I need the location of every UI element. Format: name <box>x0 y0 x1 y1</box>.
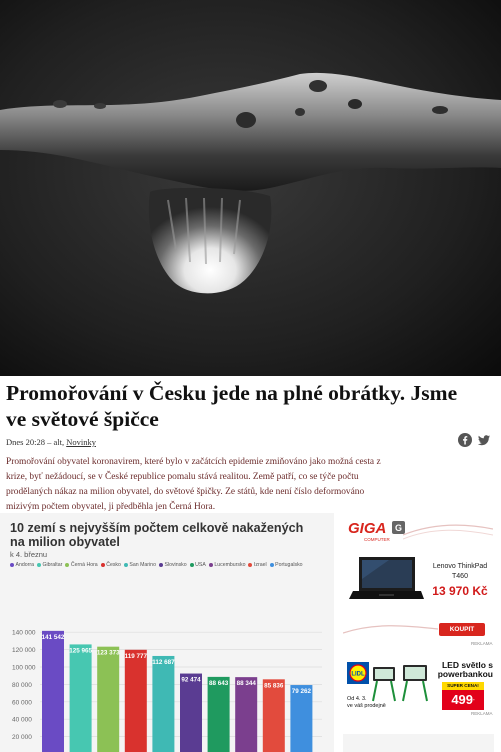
article-source-link[interactable]: Novinky <box>66 437 96 447</box>
product-price: 13 970 Kč <box>432 584 488 598</box>
giga-logo <box>346 518 408 544</box>
legend-item <box>159 562 187 568</box>
article-perex: Promořování obyvatel koronavirem, které bylo v začátcích epidemie zmiňováno jako možná cesta z krize, byť nežádoucí, se v České republice pomalu stává realitou. Země patří, co se týče počtu prodělaných nákaz na milion obyvatel, do světové špičky. Ze států, kde není číslo deformováno mizivým počtem obyvatel, ji předběhla jen Černá Hora. <box>6 457 381 512</box>
bar-izrael[interactable] <box>263 679 285 752</box>
legend-dot <box>209 563 213 567</box>
legend-item <box>101 562 121 568</box>
bar-usa[interactable] <box>208 677 230 752</box>
article-meta <box>6 437 96 447</box>
legend-item <box>270 562 303 568</box>
y-tick-label: 120 000 <box>12 647 36 655</box>
legend-dot <box>37 563 41 567</box>
lidl-price <box>442 690 484 710</box>
lidl-brand-text: LIDL <box>351 671 365 678</box>
decorative-swoosh <box>403 519 493 541</box>
legend-label: Česko <box>106 562 121 568</box>
legend-label: Andorra <box>15 562 34 568</box>
giga-sub-text: COMPUTER <box>364 537 390 542</box>
giga-ad[interactable] <box>343 513 494 648</box>
bar-gibraltar[interactable] <box>70 644 92 752</box>
led-title: LED světlo s powerbankou <box>437 660 493 679</box>
bar-value-label: 125 965 <box>69 647 92 655</box>
bar-česko[interactable] <box>125 650 147 752</box>
legend-dot <box>124 563 128 567</box>
ad-column <box>343 513 494 752</box>
lidl-price-main: 499 <box>451 692 474 707</box>
twitter-icon[interactable] <box>477 433 491 447</box>
ad-label: REKLAMA <box>471 711 493 716</box>
chart-legend <box>10 562 330 568</box>
bar-value-label: 88 344 <box>236 680 256 688</box>
laptop-image <box>349 555 424 605</box>
bar-value-label: 141 542 <box>41 633 65 641</box>
lidl-ad[interactable] <box>343 658 494 718</box>
legend-label: Gibraltar <box>42 562 63 568</box>
legend-label: Izrael <box>253 562 267 568</box>
legend-label: Slovinsko <box>164 562 187 568</box>
legend-label: San Marino <box>129 562 156 568</box>
buy-button[interactable]: KOUPIT <box>439 623 485 636</box>
bar-andorra[interactable] <box>42 631 64 752</box>
bar-value-label: 85 836 <box>264 682 284 690</box>
lidl-price-suffix: - <box>473 697 475 703</box>
y-tick-label: 20 000 <box>12 734 32 742</box>
legend-label: Portugalsko <box>275 562 303 568</box>
bar-value-label: 112 687 <box>152 658 175 666</box>
chart-title: 10 zemí s nejvyšším počtem celkově nakažených na milion obyvatel <box>10 521 304 549</box>
y-tick-label: 140 000 <box>12 629 36 637</box>
bar-value-label: 123 373 <box>96 649 120 657</box>
bar-portugalsko[interactable] <box>290 685 312 752</box>
chart-subtitle: k 4. březnu <box>10 550 48 559</box>
ad-placeholder <box>343 734 494 752</box>
bar-value-label: 92 474 <box>181 676 201 684</box>
bar-slovinsko[interactable] <box>180 674 202 752</box>
article-author: – alt, <box>47 437 65 447</box>
y-tick-label: 40 000 <box>12 716 32 724</box>
bar-san-marino[interactable] <box>152 656 174 752</box>
legend-label: Lucembursko <box>214 562 246 568</box>
bar-chart <box>0 573 334 752</box>
legend-dot <box>65 563 69 567</box>
y-tick-label: 80 000 <box>12 681 32 689</box>
legend-dot <box>101 563 105 567</box>
legend-item <box>65 562 97 568</box>
bar-value-label: 119 777 <box>124 652 148 660</box>
legend-item <box>10 562 34 568</box>
y-tick-label: 60 000 <box>12 699 32 707</box>
legend-dot <box>159 563 163 567</box>
lidl-logo <box>347 662 369 684</box>
facebook-icon[interactable] <box>458 433 472 447</box>
legend-dot <box>10 563 14 567</box>
legend-dot <box>270 563 274 567</box>
legend-item <box>248 562 266 568</box>
legend-item <box>209 562 246 568</box>
decorative-swoosh <box>343 621 438 637</box>
lidl-date: Od 4. 3. ve váš prodejně <box>347 696 386 709</box>
legend-label: Černá Hora <box>70 562 98 568</box>
article-headline: Promořování v Česku jede na plné obrátky. Jsme ve světové špičce <box>6 381 458 431</box>
giga-brand-text: GIGA <box>348 520 387 537</box>
article-date: Dnes 20:28 <box>6 437 45 447</box>
bar-value-label: 79 262 <box>291 688 312 696</box>
bar-černá-hora[interactable] <box>97 647 119 752</box>
legend-dot <box>248 563 252 567</box>
ad-label: REKLAMA <box>471 641 493 646</box>
bar-value-label: 88 643 <box>208 679 229 687</box>
super-price-label: SUPER CENA! <box>442 682 484 690</box>
chart-panel <box>0 513 334 752</box>
legend-dot <box>190 563 194 567</box>
y-tick-label: 100 000 <box>12 664 36 672</box>
product-name: Lenovo ThinkPad T460 <box>432 563 488 580</box>
legend-item <box>190 562 206 568</box>
legend-item <box>37 562 62 568</box>
legend-item <box>124 562 156 568</box>
legend-label: USA <box>195 562 206 568</box>
svg-text:G: G <box>394 523 403 533</box>
bar-lucembursko[interactable] <box>235 677 257 752</box>
